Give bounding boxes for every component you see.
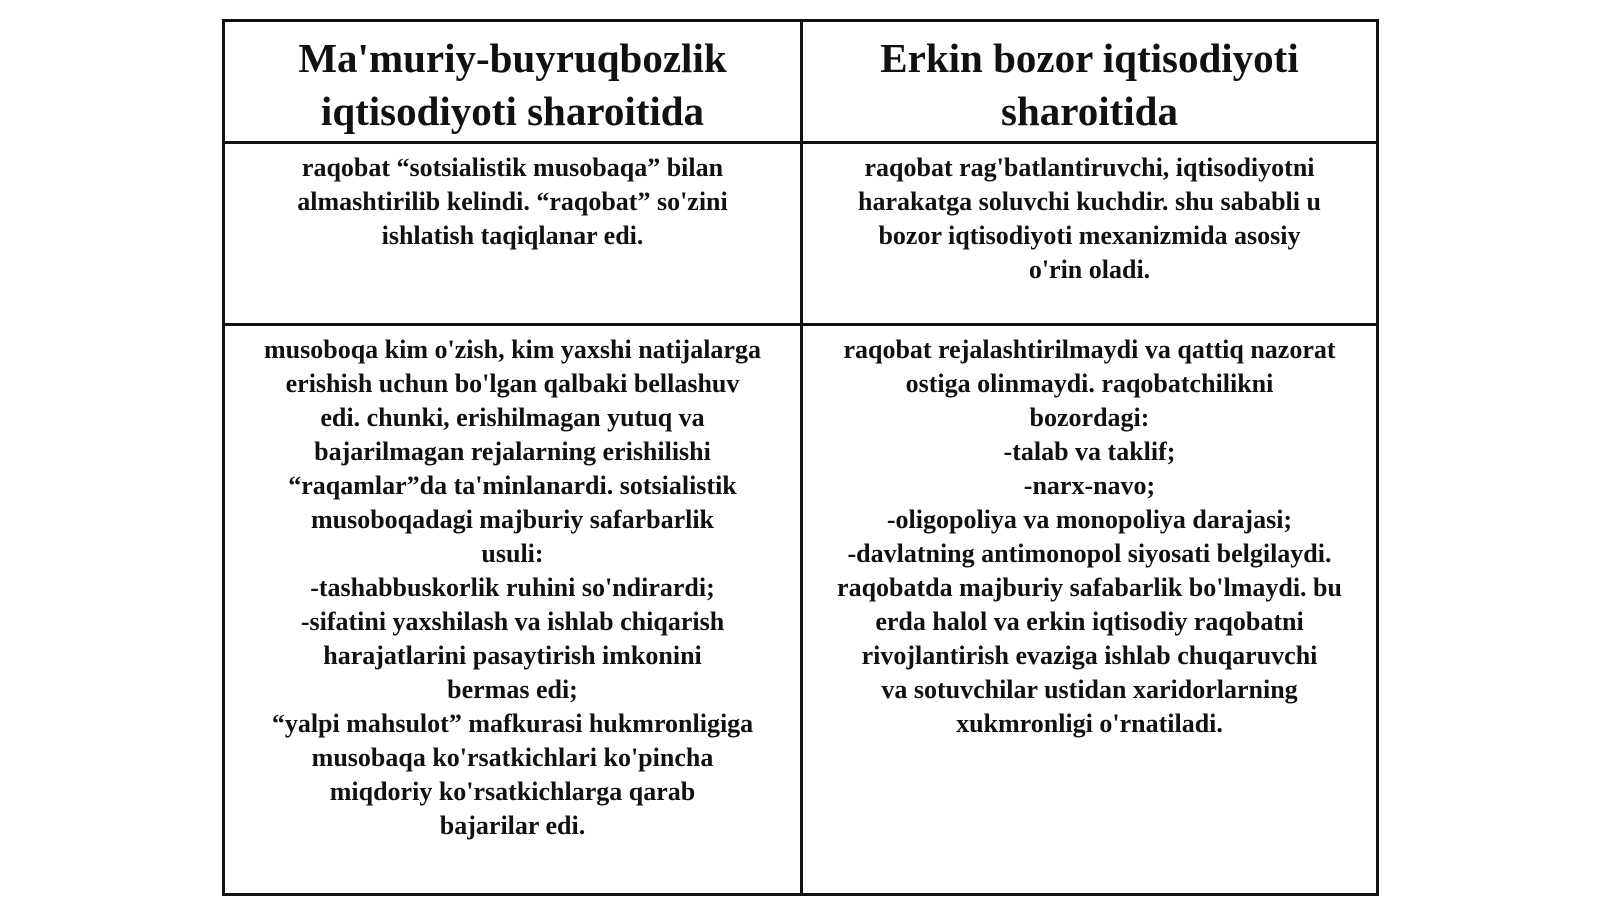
cell-line: raqobat “sotsialistik musobaqa” bilan	[301, 153, 724, 182]
cell-line: -oligopoliya va monopoliya darajasi;	[886, 505, 1293, 534]
cell-line: raqobatda majburiy safabarlik bo'lmaydi. bu	[837, 573, 1342, 602]
header-line: sharoitida	[1001, 88, 1178, 134]
cell-line: “raqamlar”da ta'minlanardi. sotsialistik	[288, 471, 737, 500]
header-line: Erkin bozor iqtisodiyoti	[880, 35, 1299, 81]
cell-line: harajatlarini pasaytirish imkonini	[323, 641, 702, 670]
cell-line: rivojlantirish evaziga ishlab chuqaruvchi	[861, 641, 1318, 670]
cell-line: musoboqadagi majburiy safarbarlik	[310, 505, 715, 534]
cell-line: -narx-navo;	[1023, 471, 1156, 500]
comparison-table	[222, 19, 1379, 896]
cell-text	[803, 144, 1376, 287]
cell-line: erishish uchun bo'lgan qalbaki bellashuv	[285, 369, 740, 398]
cell-line: bajarilmagan rejalarning erishilishi	[314, 437, 711, 466]
header-administrative-economy	[225, 22, 800, 141]
table-cell-left	[225, 144, 800, 323]
cell-line: miqdoriy ko'rsatkichlarga qarab	[329, 777, 696, 806]
table-cell-right	[803, 144, 1376, 323]
cell-line: bermas edi;	[447, 675, 578, 704]
cell-line: musobaqa ko'rsatkichlari ko'pincha	[311, 743, 714, 772]
cell-line: xukmronligi o'rnatiladi.	[956, 709, 1223, 738]
cell-line: ishlatish taqiqlanar edi.	[381, 221, 644, 250]
cell-line: va sotuvchilar ustidan xaridorlarning	[881, 675, 1298, 704]
cell-line: “yalpi mahsulot” mafkurasi hukmronligiga	[271, 709, 754, 738]
table-cell-left	[225, 326, 800, 896]
header-line: Ma'muriy-buyruqbozlik	[298, 35, 727, 81]
cell-text	[225, 326, 800, 843]
cell-line: bozor iqtisodiyoti mexanizmida asosiy	[878, 221, 1301, 250]
table-row	[225, 144, 1376, 326]
header-line: iqtisodiyoti sharoitida	[320, 88, 705, 134]
header-text-right	[803, 22, 1376, 138]
cell-line: o'rin oladi.	[1028, 255, 1151, 284]
table-row	[225, 326, 1376, 896]
cell-text	[225, 144, 800, 253]
cell-line: ostiga olinmaydi. raqobatchilikni	[905, 369, 1274, 398]
cell-line: harakatga soluvchi kuchdir. shu sababli u	[858, 187, 1321, 216]
cell-text	[803, 326, 1376, 741]
table-header-row	[225, 22, 1376, 144]
cell-line: usuli:	[481, 539, 544, 568]
cell-line: almashtirilib kelindi. “raqobat” so'zini	[297, 187, 728, 216]
cell-line: erda halol va erkin iqtisodiy raqobatni	[875, 607, 1304, 636]
cell-line: bozordagi:	[1029, 403, 1150, 432]
cell-line: -sifatini yaxshilash va ishlab chiqarish	[300, 607, 725, 636]
table-cell-right	[803, 326, 1376, 896]
cell-line: bajarilar edi.	[439, 811, 586, 840]
cell-line: musoboqa kim o'zish, kim yaxshi natijalarga	[264, 335, 761, 364]
cell-line: -davlatning antimonopol siyosati belgilaydi.	[847, 539, 1332, 568]
cell-line: -talab va taklif;	[1003, 437, 1176, 466]
cell-line: -tashabbuskorlik ruhini so'ndirardi;	[310, 573, 715, 602]
header-text-left	[225, 22, 800, 138]
header-free-market-economy	[803, 22, 1376, 141]
cell-line: edi. chunki, erishilmagan yutuq va	[320, 403, 705, 432]
cell-line: raqobat rejalashtirilmaydi va qattiq nazorat	[843, 335, 1336, 364]
cell-line: raqobat rag'batlantiruvchi, iqtisodiyotni	[864, 153, 1315, 182]
